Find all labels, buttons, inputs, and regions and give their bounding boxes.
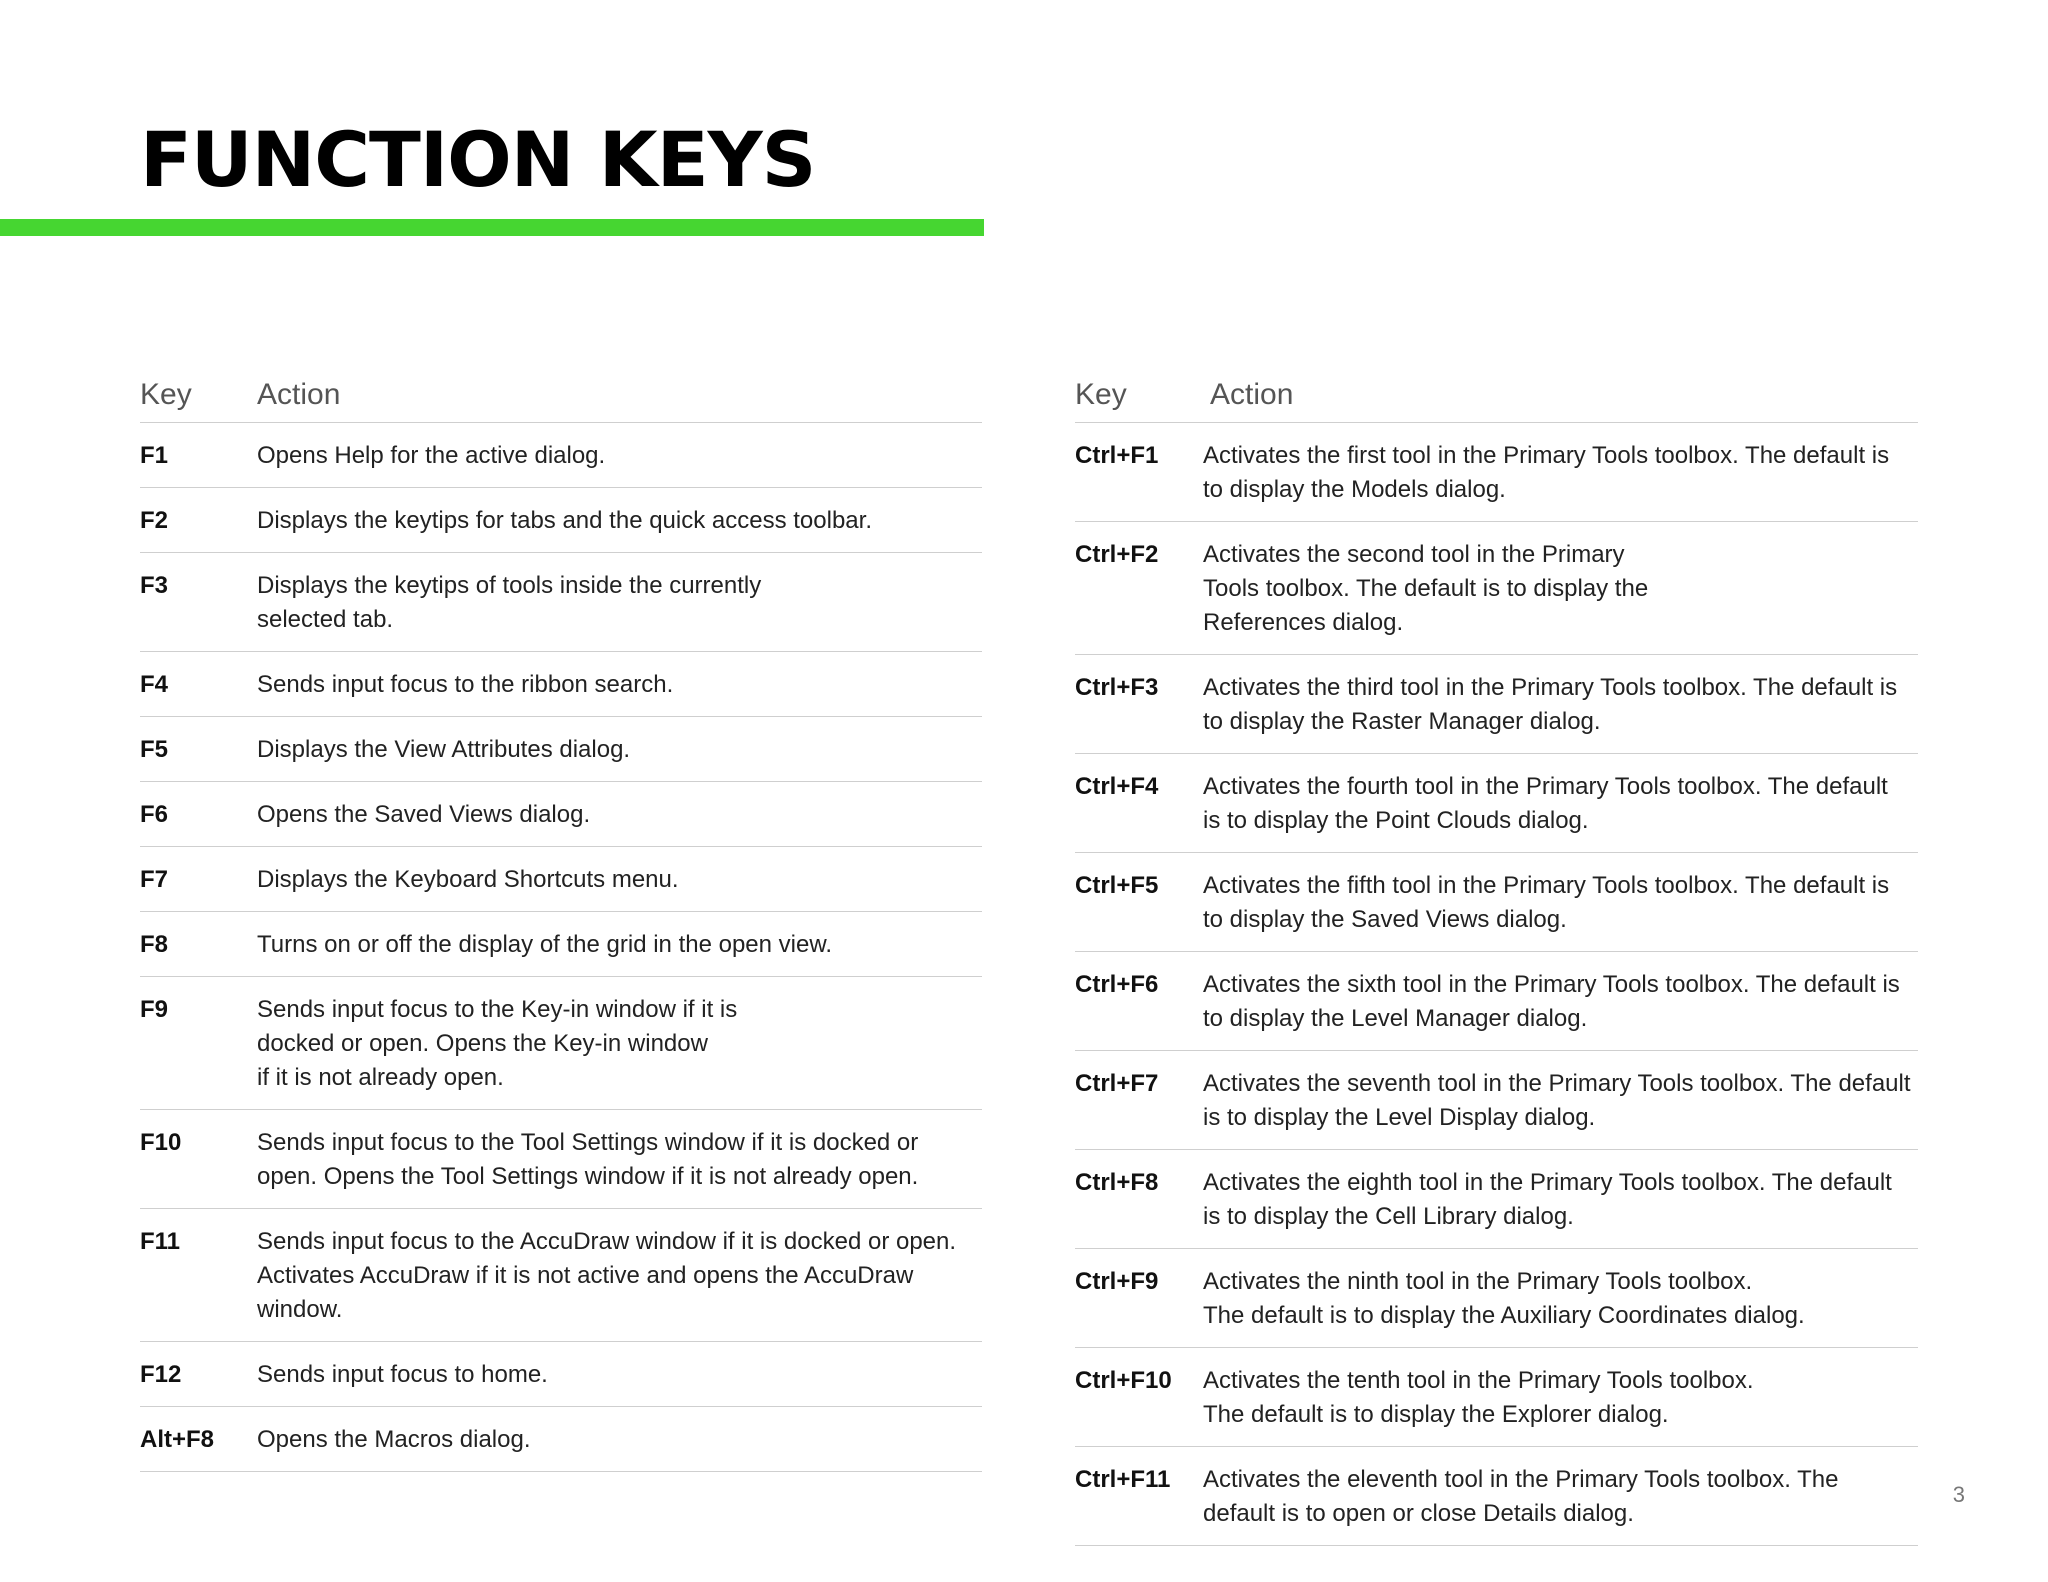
action-cell: Activates the eleventh tool in the Primary Tools toolbox. The default is to open or close Details dialog. [1203, 1466, 1839, 1527]
header-key: Key [1075, 378, 1127, 411]
table-row [1075, 423, 1918, 522]
action-cell: Sends input focus to the AccuDraw window if it is docked or open. Activates AccuDraw if it is not active and opens the AccuDraw window. [257, 1228, 957, 1323]
key-cell: F4 [140, 671, 169, 698]
page-title: FUNCTION KEYS [140, 115, 816, 204]
key-cell: F8 [140, 931, 169, 958]
action-cell: Sends input focus to the ribbon search. [257, 671, 674, 698]
key-cell: Ctrl+F7 [1075, 1070, 1159, 1097]
action-cell: Activates the ninth tool in the Primary Tools toolbox. The default is to display the Auxiliary Coordinates dialog. [1203, 1268, 1805, 1329]
table-row [140, 1110, 982, 1209]
key-cell: Ctrl+F2 [1075, 541, 1159, 568]
key-cell: F1 [140, 442, 169, 469]
table-row [140, 912, 982, 977]
key-cell: Ctrl+F9 [1075, 1268, 1159, 1295]
header-action: Action [1210, 378, 1294, 411]
key-cell: F3 [140, 572, 169, 599]
action-cell: Displays the Keyboard Shortcuts menu. [257, 866, 679, 893]
key-cell: Alt+F8 [140, 1426, 215, 1453]
table-row [140, 1407, 982, 1472]
table-row [140, 782, 982, 847]
key-cell: F6 [140, 801, 169, 828]
header-action: Action [257, 378, 341, 411]
key-cell: Ctrl+F6 [1075, 971, 1159, 998]
table-row [140, 1209, 982, 1342]
key-cell: F11 [140, 1228, 181, 1255]
action-cell: Activates the fifth tool in the Primary Tools toolbox. The default is to display the Saved Views dialog. [1203, 872, 1890, 933]
action-cell: Sends input focus to the Key-in window if it is docked or open. Opens the Key-in window if it is not already open. [257, 996, 738, 1091]
function-keys-table-right [1075, 368, 1918, 1546]
table-row [140, 553, 982, 652]
table-header [140, 368, 982, 423]
table-row [140, 847, 982, 912]
action-cell: Activates the second tool in the Primary Tools toolbox. The default is to display the References dialog. [1203, 541, 1649, 636]
key-cell: F10 [140, 1129, 182, 1156]
table-row [1075, 952, 1918, 1051]
action-cell: Sends input focus to home. [257, 1361, 548, 1388]
key-cell: Ctrl+F10 [1075, 1367, 1172, 1394]
key-cell: F5 [140, 736, 169, 763]
key-cell: Ctrl+F5 [1075, 872, 1159, 899]
action-cell: Turns on or off the display of the grid in the open view. [257, 931, 833, 958]
title-accent-bar [0, 219, 984, 236]
action-cell: Activates the tenth tool in the Primary Tools toolbox. The default is to display the Explorer dialog. [1203, 1367, 1754, 1428]
action-cell: Activates the first tool in the Primary Tools toolbox. The default is to display the Models dialog. [1203, 442, 1890, 503]
table-row [1075, 754, 1918, 853]
action-cell: Displays the View Attributes dialog. [257, 736, 631, 763]
key-cell: Ctrl+F8 [1075, 1169, 1159, 1196]
action-cell: Opens Help for the active dialog. [257, 442, 606, 469]
key-cell: F9 [140, 996, 169, 1023]
table-row [140, 1342, 982, 1407]
table-row [1075, 1447, 1918, 1546]
table-row [140, 977, 982, 1110]
action-cell: Displays the keytips of tools inside the currently selected tab. [257, 572, 762, 633]
action-cell: Opens the Macros dialog. [257, 1426, 531, 1453]
action-cell: Activates the third tool in the Primary Tools toolbox. The default is to display the Raster Manager dialog. [1203, 674, 1898, 735]
function-keys-table-left [140, 368, 982, 1472]
table-row [1075, 1150, 1918, 1249]
table-row [1075, 1348, 1918, 1447]
action-cell: Activates the sixth tool in the Primary Tools toolbox. The default is to display the Level Manager dialog. [1203, 971, 1900, 1032]
action-cell: Sends input focus to the Tool Settings window if it is docked or open. Opens the Tool Settings window if it is not already open. [257, 1129, 919, 1190]
key-cell: F12 [140, 1361, 182, 1388]
action-cell: Activates the eighth tool in the Primary Tools toolbox. The default is to display the Cell Library dialog. [1203, 1169, 1892, 1230]
action-cell: Activates the fourth tool in the Primary Tools toolbox. The default is to display the Point Clouds dialog. [1203, 773, 1888, 834]
table-row [140, 423, 982, 488]
table-row [140, 488, 982, 553]
key-cell: Ctrl+F4 [1075, 773, 1159, 800]
table-row [1075, 853, 1918, 952]
key-cell: Ctrl+F1 [1075, 442, 1159, 469]
action-cell: Opens the Saved Views dialog. [257, 801, 591, 828]
action-cell: Activates the seventh tool in the Primary Tools toolbox. The default is to display the Level Display dialog. [1203, 1070, 1911, 1131]
action-cell: Displays the keytips for tabs and the quick access toolbar. [257, 507, 872, 534]
header-key: Key [140, 378, 192, 411]
key-cell: F2 [140, 507, 169, 534]
table-row [1075, 655, 1918, 754]
table-row [1075, 522, 1918, 655]
key-cell: Ctrl+F11 [1075, 1466, 1171, 1493]
page-number: 3 [1952, 1482, 1965, 1507]
table-row [140, 717, 982, 782]
table-row [1075, 1051, 1918, 1150]
key-cell: F7 [140, 866, 169, 893]
table-row [140, 652, 982, 717]
table-header [1075, 368, 1918, 423]
table-row [1075, 1249, 1918, 1348]
key-cell: Ctrl+F3 [1075, 674, 1159, 701]
